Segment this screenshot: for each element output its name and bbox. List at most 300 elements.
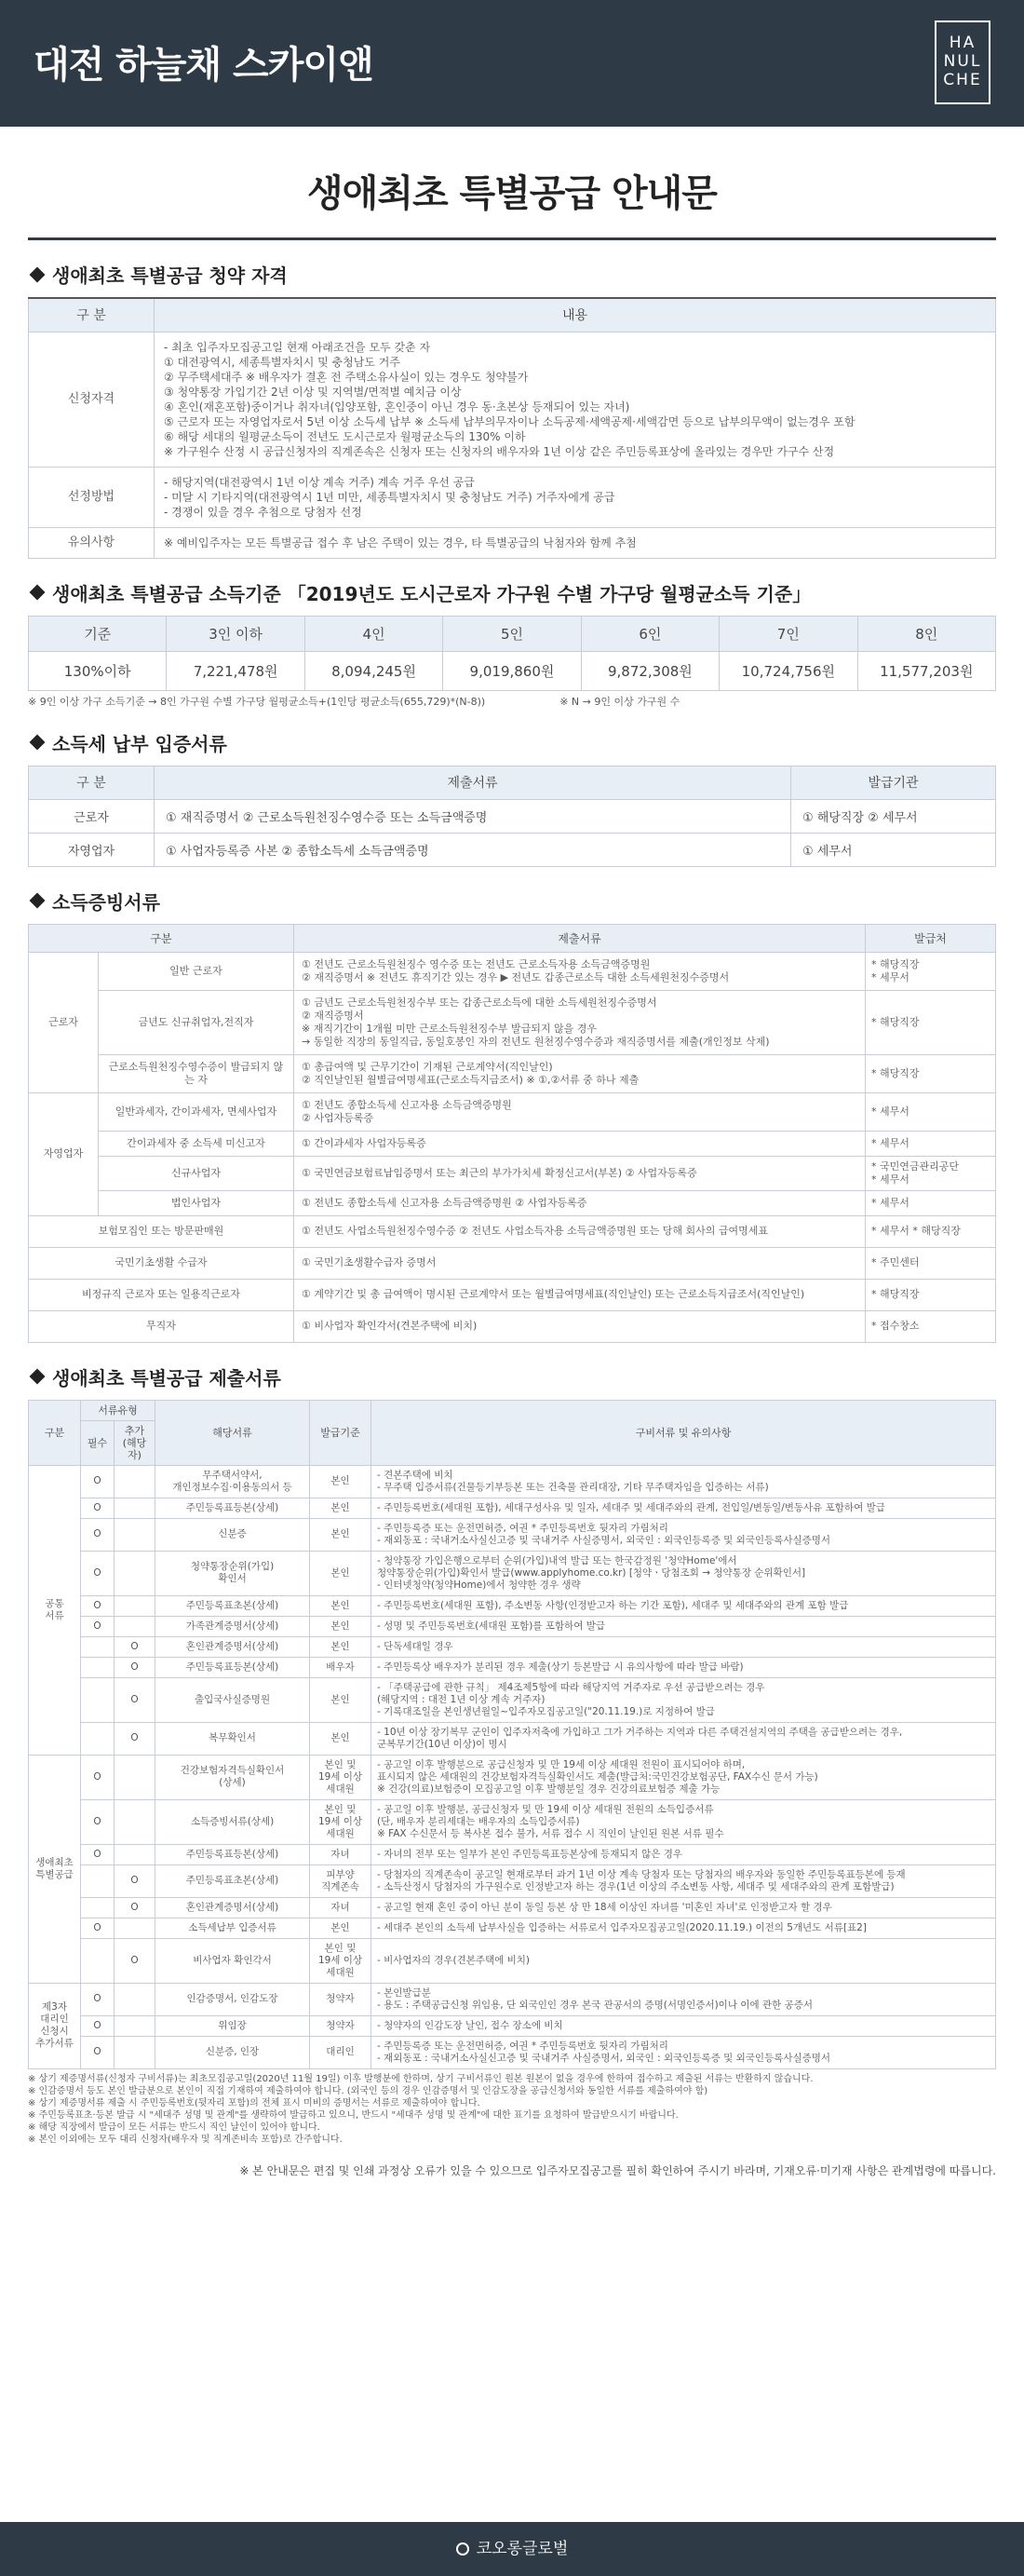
table-cell: * 세무서 * 해당직장 <box>866 1215 996 1247</box>
row-label: 간이과세자 중 소득세 미신고자 <box>99 1131 294 1156</box>
table-cell: 130%이하 <box>29 651 167 690</box>
column-header: 구비서류 및 유의사항 <box>371 1400 996 1465</box>
issue-basis: 본인 <box>310 1551 371 1595</box>
document-notes <box>371 1799 996 1844</box>
document-name: 소득증빙서류(상세) <box>155 1799 310 1844</box>
table-cell: ① 계약기간 및 총 급여액이 명시된 근로계약서 또는 월별급여명세표(직인날인) 또는 근로소득지급조서(직인날인) <box>294 1279 866 1310</box>
table-row <box>29 1279 996 1310</box>
table-cell: ① 국민기초생활수급자 증명서 <box>294 1247 866 1279</box>
additional-mark <box>115 1844 155 1864</box>
document-name: 위임장 <box>155 2015 310 2036</box>
table-cell <box>866 1156 996 1190</box>
document-notes <box>371 1755 996 1799</box>
content-line: - 10년 이상 장기복무 군인이 입주자저축에 가입하고 그가 거주하는 지역과 다른 주택건설지역의 주택을 공급받으려는 경우, <box>377 1726 903 1738</box>
table-cell: ① 비사업자 확인각서(견본주택에 비치) <box>294 1310 866 1342</box>
table-row <box>29 1247 996 1279</box>
content-line: * 세무서 <box>871 1173 909 1186</box>
required-mark: O <box>81 1518 115 1551</box>
content-line: ⑥ 해당 세대의 월평균소득이 전년도 도시근로자 월평균소득의 130% 이하 <box>164 429 526 443</box>
document-notes <box>371 1938 996 1983</box>
column-header: 구분 <box>29 924 294 952</box>
document-notes <box>371 2015 996 2036</box>
content-line: ① 간이과세자 사업자등록증 <box>302 1136 426 1149</box>
required-mark <box>81 1938 115 1983</box>
column-header: 8인 <box>857 616 995 651</box>
footnote-line: ※ 상기 제증명서류(신청자 구비서류)는 최초모집공고일(2020년 11월 19일) 이후 발행분에 한하며, 상기 구비서류인 원본 원본이 없을 경우에 한하여 접수하고 제출된 서류는 반환하지 않습니다. <box>28 2073 814 2084</box>
document-notes <box>371 1551 996 1595</box>
content-line: - 비사업자의 경우(견본주택에 비치) <box>377 1954 531 1966</box>
document-notes <box>371 1983 996 2015</box>
content-line: ② 재직증명서 <box>302 1009 364 1022</box>
content-line: ② 직인날인된 월별급여명세표(근로소득지급조서) ※ ①,②서류 중 하나 제출 <box>302 1073 640 1086</box>
content-line: - 주민등록상 배우자가 분리된 경우 제출(상기 등본발급 시 유의사항에 따라 발급 바람) <box>377 1661 744 1673</box>
content-line: - 청약통장 가입은행으로부터 순위(가입)내역 발급 또는 한국감정원 '청약Home'에서 <box>377 1554 737 1566</box>
content-line: ※ 건강(의료)보험증이 모집공고일 이후 발행분일 경우 건강의료보험증 제출 가능 <box>377 1783 721 1795</box>
content-line: * 해당직장 <box>871 1066 920 1079</box>
content-line: - 공고일 현재 혼인 중이 아닌 분이 동일 등본 상 만 18세 이상인 자녀를 '미혼인 자녀'로 인정받고자 할 경우 <box>377 1901 832 1913</box>
required-mark: O <box>81 1616 115 1636</box>
section-eligibility <box>28 261 996 559</box>
table-cell: ① 세무서 <box>791 833 996 866</box>
content-line: * 국민연금관리공단 <box>871 1159 960 1173</box>
document-name: 신분증, 인장 <box>155 2036 310 2068</box>
additional-mark <box>115 1616 155 1636</box>
document-notes <box>371 1677 996 1722</box>
required-mark <box>81 1636 115 1657</box>
disclaimer: ※ 본 안내문은 편집 및 인쇄 과정상 오류가 있을 수 있으므로 입주자모집공고를 필히 확인하여 주시기 바라며, 기재오류·미기재 사항은 관계법령에 따릅니다. <box>239 2163 996 2177</box>
table-cell <box>866 1190 996 1215</box>
document-notes <box>371 1897 996 1918</box>
table-cell <box>866 990 996 1054</box>
section-heading: 생애최초 특별공급 소득기준 「2019년도 도시근로자 가구원 수별 가구당 월평균소득 기준」 <box>52 582 812 605</box>
column-header: 추가 (해당자) <box>115 1420 155 1465</box>
row-label: 보험모집인 또는 방문판매원 <box>29 1215 294 1247</box>
diamond-bullet-icon <box>30 735 46 751</box>
required-mark: O <box>81 2015 115 2036</box>
table-row <box>29 952 996 990</box>
document-notes <box>371 1657 996 1677</box>
issue-basis: 본인 및 19세 이상 세대원 <box>310 1799 371 1844</box>
company-logo-icon <box>456 2542 469 2556</box>
row-label: 신청자격 <box>29 332 155 467</box>
table-cell: 10,724,756원 <box>720 651 857 690</box>
document-notes <box>371 1918 996 1938</box>
content-line: ① 전년도 종합소득세 신고자용 소득금액증명원 <box>302 1098 512 1111</box>
content-line: ① 전년도 근로소득원천징수 영수증 또는 전년도 근로소득자용 소득금액증명원 <box>302 957 651 970</box>
additional-mark <box>115 2015 155 2036</box>
table-cell: 11,577,203원 <box>857 651 995 690</box>
content-line: ① 전년도 종합소득세 신고자용 소득금액증명원 ② 사업자등록증 <box>302 1196 587 1209</box>
issue-basis: 자녀 <box>310 1844 371 1864</box>
document-name: 소득세납부 입증서류 <box>155 1918 310 1938</box>
table-cell <box>866 1131 996 1156</box>
required-mark <box>81 1864 115 1897</box>
content-line: * 세무서 <box>871 1105 909 1118</box>
section-heading: 소득증빙서류 <box>52 890 160 914</box>
table-row <box>29 1864 996 1897</box>
document-notes <box>371 1722 996 1755</box>
footnote-line: ※ 인감증명서 등도 본인 발급분으로 본인이 직접 기재하여 제출하여야 합니다. (외국인 등의 경우 인감증명서 및 인감도장을 공급신청서와 동일한 서류를 제출하여야 함) <box>28 2085 708 2096</box>
row-label: 무직자 <box>29 1310 294 1342</box>
table-cell <box>866 1092 996 1131</box>
column-header: 4인 <box>304 616 442 651</box>
table-cell <box>294 1190 866 1215</box>
table-row <box>29 1722 996 1755</box>
table-row <box>29 1310 996 1342</box>
section-heading: 생애최초 특별공급 제출서류 <box>52 1366 281 1390</box>
column-header: 구분 <box>29 1400 81 1465</box>
document-name: 신분증 <box>155 1518 310 1551</box>
table-cell: ① 전년도 사업소득원천징수영수증 ② 전년도 사업소득자용 소득금액증명원 또는 당해 회사의 급여명세표 <box>294 1215 866 1247</box>
table-row <box>29 1190 996 1215</box>
additional-mark <box>115 2036 155 2068</box>
content-line: - 주민등록번호(세대원 포함), 주소변동 사항(인정받고자 하는 기간 포함), 세대주 및 세대주와의 관계 포함 발급 <box>377 1599 849 1611</box>
table-row <box>29 799 996 833</box>
content-line: - 인터넷청약(청약Home)에서 청약한 경우 생략 <box>377 1579 581 1591</box>
document-notes <box>371 1518 996 1551</box>
table-cell: * 해당직장 <box>866 1279 996 1310</box>
submission-documents-table <box>28 1400 996 2069</box>
content-line: - 세대주 본인의 소득세 납부사실을 입증하는 서류로서 입주자모집공고일(2020.11.19.) 이전의 5개년도 서류[표2] <box>377 1921 867 1933</box>
table-cell <box>294 1054 866 1092</box>
title-divider <box>28 237 996 240</box>
table-row <box>29 467 996 527</box>
additional-mark: O <box>115 1657 155 1677</box>
document-notes <box>371 2036 996 2068</box>
row-label: 자영업자 <box>29 833 155 866</box>
required-mark: O <box>81 1498 115 1518</box>
content-line: → 동일한 직장의 동일직급, 동일호봉인 자의 전년도 원천징수영수증과 재직증명서를 제출(개인정보 삭제) <box>302 1035 770 1048</box>
content-line: - 단독세대일 경우 <box>377 1640 453 1652</box>
section-heading: 소득세 납부 입증서류 <box>52 732 227 755</box>
issue-basis: 본인 <box>310 1518 371 1551</box>
content-line: - 용도 : 주택공급신청 위임용, 단 외국인인 경우 본국 관공서의 증명(서명인증서)이나 이에 관한 공증서 <box>377 1999 813 2011</box>
income-note: ※ 9인 이상 가구 소득기준 → 8인 가구원 수별 가구당 월평균소득+(1인당 평균소득(655,729)*(N-8)) <box>28 695 486 708</box>
required-mark <box>81 1897 115 1918</box>
required-mark <box>81 1677 115 1722</box>
issue-basis: 청약자 <box>310 1983 371 2015</box>
content-line: ② 사업자등록증 <box>302 1111 374 1124</box>
issue-basis: 본인 <box>310 1498 371 1518</box>
table-row <box>29 1551 996 1595</box>
content-line: 청약통장순위(가입)확인서 발급(www.applyhome.co.kr) [청약ㆍ당첨조회 → 청약통장 순위확인서] <box>377 1566 806 1579</box>
content-line: (단, 배우자 분리세대는 배우자의 소득입증서류) <box>377 1815 580 1827</box>
issue-basis: 본인 및 19세 이상 세대원 <box>310 1938 371 1983</box>
column-header: 7인 <box>720 616 857 651</box>
content-line: - 소득산정시 당첨자의 가구원수로 인정받고자 하는 경우(1년 이상의 주소변동 사항, 세대주 및 세대주와의 관계 포함발급) <box>377 1880 895 1892</box>
table-row <box>29 1465 996 1498</box>
required-mark: O <box>81 1551 115 1595</box>
row-content <box>155 332 996 467</box>
document-name: 복무확인서 <box>155 1722 310 1755</box>
diamond-bullet-icon <box>30 1369 46 1385</box>
row-label: 비정규직 근로자 또는 일용직근로자 <box>29 1279 294 1310</box>
table-cell: 7,221,478원 <box>167 651 304 690</box>
table-row <box>29 2036 996 2068</box>
table-cell: ① 사업자등록증 사본 ② 종합소득세 소득금액증명 <box>155 833 791 866</box>
diamond-bullet-icon <box>30 585 46 601</box>
additional-mark: O <box>115 1722 155 1755</box>
document-name: 주민등록표초본(상세) <box>155 1864 310 1897</box>
row-label: 일반과세자, 간이과세자, 면세사업자 <box>99 1092 294 1131</box>
document-name: 출입국사실증명원 <box>155 1677 310 1722</box>
additional-mark <box>115 1983 155 2015</box>
content-line: ① 총급여액 및 근무기간이 기재된 근로계약서(직인날인) <box>302 1060 553 1073</box>
table-row <box>29 1636 996 1657</box>
content-line: ※ 재직기간이 1개월 미만 근로소득원천징수부 발급되지 않을 경우 <box>302 1022 597 1035</box>
row-content <box>155 527 996 558</box>
table-row <box>29 1498 996 1518</box>
issue-basis: 자녀 <box>310 1897 371 1918</box>
document-name: 주민등록표초본(상세) <box>155 1595 310 1616</box>
table-row <box>29 2015 996 2036</box>
column-header: 5인 <box>443 616 581 651</box>
document-notes <box>371 1465 996 1498</box>
table-row <box>29 1897 996 1918</box>
content-line: - 해당지역(대전광역시 1년 이상 계속 거주) 계속 거주 우선 공급 <box>164 475 475 489</box>
required-mark: O <box>81 1799 115 1844</box>
table-cell: ① 해당직장 ② 세무서 <box>791 799 996 833</box>
column-header: 필수 <box>81 1420 115 1465</box>
table-cell: * 주민센터 <box>866 1247 996 1279</box>
complex-name: 대전 하늘채 스카이앤 <box>34 44 373 87</box>
document-name: 주민등록표등본(상세) <box>155 1844 310 1864</box>
row-content <box>155 467 996 527</box>
footnote-line: ※ 해당 직장에서 발급이 모든 서류는 반드시 직인 날인이 있어야 합니다. <box>28 2122 320 2133</box>
issue-basis: 대리인 <box>310 2036 371 2068</box>
table-row <box>29 1595 996 1616</box>
content-line: * 세무서 <box>871 970 909 983</box>
table-row <box>29 1092 996 1131</box>
table-row <box>29 1131 996 1156</box>
table-row <box>29 332 996 467</box>
column-header: 내용 <box>155 298 996 332</box>
content-line: ※ 가구원수 산정 시 공급신청자의 직계존속은 신청자 또는 신청자의 배우자와 1년 이상 같은 주민등록표상에 올라있는 경우만 가구수 산정 <box>164 444 835 458</box>
group-label: 근로자 <box>29 952 99 1092</box>
column-header: 발급처 <box>866 924 996 952</box>
table-row <box>29 1156 996 1190</box>
content-line: * 해당직장 <box>871 1015 920 1028</box>
column-header: 발급기준 <box>310 1400 371 1465</box>
content-line: 군복무기간(10년 이상)이 명시 <box>377 1738 507 1750</box>
document-name: 주민등록표등본(상세) <box>155 1657 310 1677</box>
row-label: 국민기초생활 수급자 <box>29 1247 294 1279</box>
required-mark: O <box>81 1844 115 1864</box>
section-heading: 생애최초 특별공급 청약 자격 <box>52 264 288 287</box>
required-mark: O <box>81 1465 115 1498</box>
required-mark <box>81 1657 115 1677</box>
additional-mark: O <box>115 1864 155 1897</box>
content-line: - 주민등록번호(세대원 포함), 세대구성사유 및 일자, 세대주 및 세대주와의 관계, 전입일/변동일/변동사유 포함하여 발급 <box>377 1501 885 1513</box>
table-cell: 9,019,860원 <box>443 651 581 690</box>
additional-mark: O <box>115 1636 155 1657</box>
diamond-bullet-icon <box>30 266 46 282</box>
column-header: 기준 <box>29 616 167 651</box>
document-name: 비사업자 확인각서 <box>155 1938 310 1983</box>
additional-mark <box>115 1518 155 1551</box>
issue-basis: 본인 <box>310 1677 371 1722</box>
issue-basis: 청약자 <box>310 2015 371 2036</box>
content-line: - 미달 시 기타지역(대전광역시 1년 미만, 세종특별자치시 및 충청남도 거주) 거주자에게 공급 <box>164 490 615 504</box>
document-notes <box>371 1844 996 1864</box>
content-line: - 경쟁이 있을 경우 추첨으로 당첨자 선정 <box>164 505 362 519</box>
issue-basis: 본인 <box>310 1616 371 1636</box>
table-row <box>29 1657 996 1677</box>
document-notes <box>371 1595 996 1616</box>
income-criteria-table <box>28 616 996 691</box>
additional-mark <box>115 1799 155 1844</box>
issue-basis: 본인 <box>310 1636 371 1657</box>
table-row <box>29 1938 996 1983</box>
additional-mark: O <box>115 1677 155 1722</box>
table-cell <box>294 1156 866 1190</box>
table-cell: 8,094,245원 <box>304 651 442 690</box>
table-row <box>29 1799 996 1844</box>
content-line: - 성명 및 주민등록번호(세대원 포함)를 포함하여 발급 <box>377 1620 606 1632</box>
content-line: (해당지역 : 대전 1년 이상 계속 거주자) <box>377 1693 546 1705</box>
column-header: 해당서류 <box>155 1400 310 1465</box>
table-cell <box>294 1092 866 1131</box>
group-label: 제3자 대리인 신청시 추가서류 <box>29 1983 81 2068</box>
table-row <box>29 527 996 558</box>
document-notes <box>371 1616 996 1636</box>
content-line: ② 재직증명서 ※ 전년도 휴직기간 있는 경우 ▶ 전년도 갑종근로소득 대한 소득세원천징수증명서 <box>302 970 730 983</box>
content-line: 표시되지 않은 세대원의 건강보험자격득실확인서도 제출(발급처:국민건강보험공단, FAX수신 문서 가능) <box>377 1770 818 1783</box>
content-line: ※ FAX 수신문서 등 복사본 접수 불가, 서류 접수 시 직인이 날인된 원본 서류 필수 <box>377 1827 724 1839</box>
section-income-criteria <box>28 579 996 709</box>
table-cell: 9,872,308원 <box>581 651 719 690</box>
content-line: * 세무서 <box>871 1196 909 1209</box>
column-header: 6인 <box>581 616 719 651</box>
table-cell: * 접수창소 <box>866 1310 996 1342</box>
income-note: ※ N → 9인 이상 가구원 수 <box>559 695 680 708</box>
company-name: 코오롱글로벌 <box>476 2540 569 2558</box>
additional-mark: O <box>115 1938 155 1983</box>
table-row <box>29 1755 996 1799</box>
table-cell <box>866 1054 996 1092</box>
income-documents-table <box>28 924 996 1343</box>
required-mark: O <box>81 2036 115 2068</box>
required-mark: O <box>81 1983 115 2015</box>
row-label: 근로자 <box>29 799 155 833</box>
content-line: ② 무주택세대주 ※ 배우자가 결혼 전 주택소유사실이 있는 경우도 청약불가 <box>164 370 529 384</box>
content-line: ※ 예비입주자는 모든 특별공급 접수 후 남은 주택이 있는 경우, 타 특별공급의 낙첨자와 함께 추첨 <box>164 536 637 549</box>
issue-basis: 본인 <box>310 1722 371 1755</box>
content-line: - 주민등록증 또는 운전면허증, 여권 * 주민등록번호 뒷자리 가림처리 <box>377 2040 668 2052</box>
table-row <box>29 1983 996 2015</box>
table-row <box>29 1616 996 1636</box>
content-line: - 공고일 이후 발행분, 공급신청자 및 만 19세 이상 세대원 전원의 소득입증서류 <box>377 1803 714 1815</box>
table-cell <box>294 990 866 1054</box>
content-line: - 「주택공급에 관한 규칙」 제4조제5항에 따라 해당지역 거주자로 우선 공급받으려는 경우 <box>377 1681 765 1693</box>
table-row <box>29 1677 996 1722</box>
table-row <box>29 1518 996 1551</box>
footnote-line: ※ 본인 이외에는 모두 대리 신청자(배우자 및 직계존비속 포함)로 간주합니다. <box>28 2134 343 2145</box>
content-line: - 청약자의 인감도장 날인, 접수 장소에 비치 <box>377 2019 563 2031</box>
section-income-documents <box>28 888 996 1343</box>
document-notes <box>371 1636 996 1657</box>
document-name: 건강보험자격득실확인서 (상세) <box>155 1755 310 1799</box>
table-row <box>29 990 996 1054</box>
content-line: - 자녀의 전부 또는 일부가 본인 주민등록표등본상에 등재되지 않은 경우 <box>377 1848 682 1860</box>
table-cell: ① 재직증명서 ② 근로소득원천징수영수증 또는 소득금액증명 <box>155 799 791 833</box>
table-row <box>29 1215 996 1247</box>
content-line: - 견본주택에 비치 <box>377 1469 453 1481</box>
row-label: 선정방법 <box>29 467 155 527</box>
tax-proof-table <box>28 766 996 867</box>
column-header: 제출서류 <box>155 766 791 799</box>
footer-bar <box>0 2522 1024 2576</box>
group-label: 자영업자 <box>29 1092 99 1215</box>
document-notes <box>371 1864 996 1897</box>
additional-mark <box>115 1498 155 1518</box>
footnote-line: ※ 상기 제증명서류 제출 시 주민등록번호(뒷자리 포함)의 전체 표시 미비의 증명서는 서류로 제출하여야 합니다. <box>28 2097 480 2108</box>
additional-mark <box>115 1595 155 1616</box>
column-header: 구 분 <box>29 766 155 799</box>
content-line: ① 금년도 근로소득원천징수부 또는 갑종근로소득에 대한 소득세원천징수증명서 <box>302 996 657 1009</box>
section-tax-proof <box>28 729 996 867</box>
required-mark: O <box>81 1595 115 1616</box>
issue-basis: 본인 및 19세 이상 세대원 <box>310 1755 371 1799</box>
footnote-line: ※ 주민등록표초·등본 발급 시 "세대주 성명 및 관계"를 생략하여 발급하고 있으니, 반드시 "세대주 성명 및 관계"에 대한 표기를 요청하여 발급받으시기 바랍니다. <box>28 2109 679 2121</box>
additional-mark <box>115 1551 155 1595</box>
issue-basis: 본인 <box>310 1918 371 1938</box>
content-line: - 공고일 이후 발행분으로 공급신청자 및 만 19세 이상 세대원 전원이 표시되어야 하며, <box>377 1758 746 1770</box>
content-line: - 당첨자의 직계존속이 공고일 현재로부터 과거 1년 이상 계속 당첨자 또는 당첨자의 배우자와 동일한 주민등록표등본에 등재 <box>377 1868 906 1880</box>
document-name: 무주택서약서, 개인정보수집·이용동의서 등 <box>155 1465 310 1498</box>
content-line: - 재외동포 : 국내거소사실신고증 및 국내거주 사실증명서, 외국인 : 외국인등록증 및 외국인등록사실증명서 <box>377 2052 831 2064</box>
content-line: - 주민등록증 또는 운전면허증, 여권 * 주민등록번호 뒷자리 가림처리 <box>377 1522 668 1534</box>
additional-mark <box>115 1755 155 1799</box>
table-row <box>29 1054 996 1092</box>
table-row <box>29 1844 996 1864</box>
column-header: 발급기관 <box>791 766 996 799</box>
eligibility-table <box>28 297 996 559</box>
issue-basis: 피부양 직계존속 <box>310 1864 371 1897</box>
issue-basis: 본인 <box>310 1595 371 1616</box>
document-name: 주민등록표등본(상세) <box>155 1498 310 1518</box>
content-line: - 무주택 입증서류(건물등기부등본 또는 건축물 관리대장, 기타 무주택자임을 입증하는 서류) <box>377 1481 769 1493</box>
row-label: 근로소득원천징수영수증이 발급되지 않는 자 <box>99 1054 294 1092</box>
additional-mark <box>115 1465 155 1498</box>
brand-logo: HA NUL CHE <box>935 20 990 104</box>
section-submission-documents <box>28 1363 996 2146</box>
row-label: 금년도 신규취업자,전직자 <box>99 990 294 1054</box>
column-header: 구 분 <box>29 298 155 332</box>
column-header: 3인 이하 <box>167 616 304 651</box>
page-title: 생애최초 특별공급 안내문 <box>307 172 717 215</box>
diamond-bullet-icon <box>30 893 46 909</box>
table-row <box>29 833 996 866</box>
row-label: 일반 근로자 <box>99 952 294 990</box>
header-bar <box>0 0 1024 127</box>
column-header: 제출서류 <box>294 924 866 952</box>
content-line: * 세무서 <box>871 1136 909 1149</box>
issue-basis: 본인 <box>310 1465 371 1498</box>
row-label: 유의사항 <box>29 527 155 558</box>
content-line: - 재외동포 : 국내거소사실신고증 및 국내거주 사실증명서, 외국인 : 외국인등록증 및 외국인등록사실증명서 <box>377 1534 831 1546</box>
document-name: 청약통장순위(가입) 확인서 <box>155 1551 310 1595</box>
content-line: ① 국민연금보험료납입증명서 또는 최근의 부가가치세 확정신고서(부본) ② 사업자등록증 <box>302 1166 697 1179</box>
document-name: 혼인관계증명서(상세) <box>155 1897 310 1918</box>
column-header: 서류유형 <box>81 1400 155 1420</box>
table-cell <box>866 952 996 990</box>
content-line: ③ 청약통장 가입기간 2년 이상 및 지역별/면적별 예치금 이상 <box>164 385 462 399</box>
document-name: 인감증명서, 인감도장 <box>155 1983 310 2015</box>
group-label: 생애최초 특별공급 <box>29 1755 81 1983</box>
document-name: 가족관계증명서(상세) <box>155 1616 310 1636</box>
additional-mark: O <box>115 1897 155 1918</box>
